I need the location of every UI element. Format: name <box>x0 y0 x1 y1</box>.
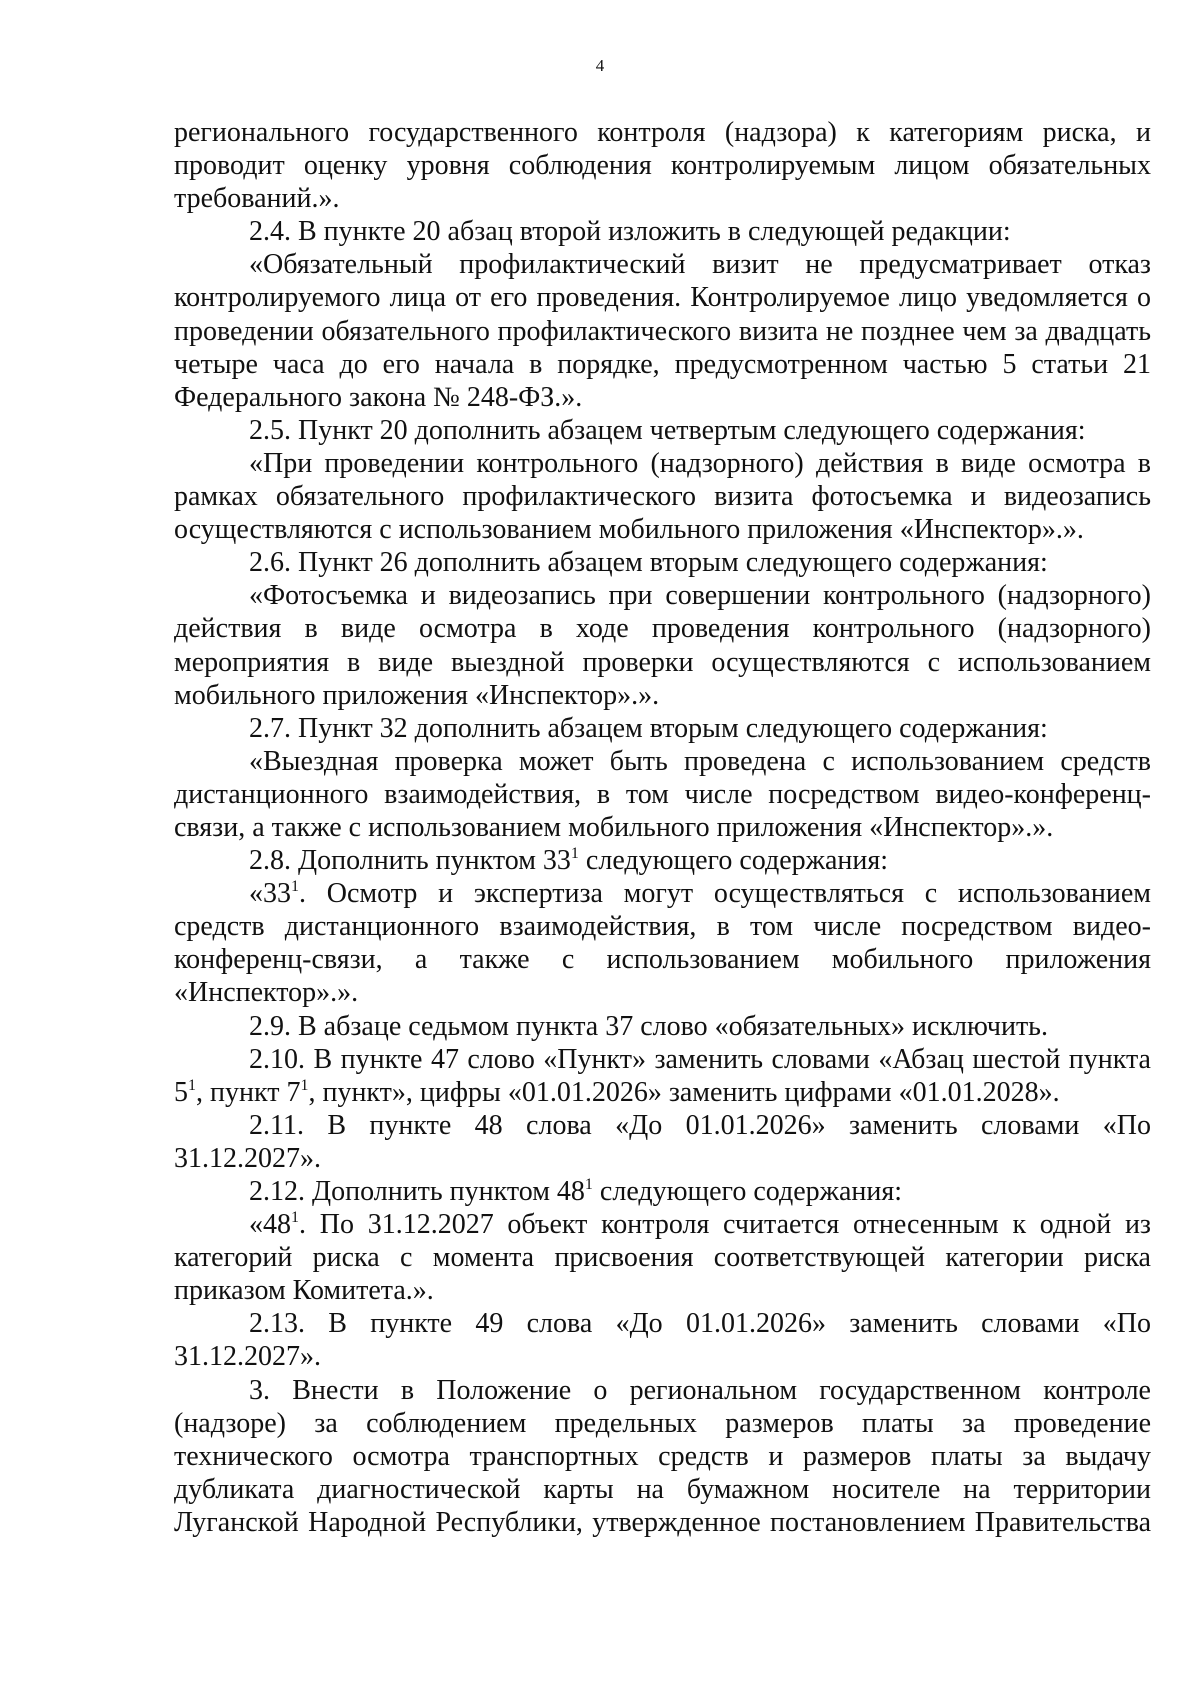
paragraph-2-5-quote: «При проведении контрольного (надзорного) действия в виде осмотра в рамках обязательного профилактического визита фотосъемка и видеозапись осуществляются с использованием мобильного приложения «Инспектор».». <box>174 447 1151 546</box>
paragraph-2-6: 2.6. Пункт 26 дополнить абзацем вторым следующего содержания: <box>249 547 1048 579</box>
page-number: 4 <box>595 56 605 75</box>
paragraph-2-4-quote: «Обязательный профилактический визит не предусматривает отказ контролируемого лица от его проведения. Контролируемое лицо уведомляется о проведении обязательного профилактического визита не позднее чем за двадцать четыре часа до его начала в порядке, предусмотренном частью 5 статьи 21 Федерального закона № 248-ФЗ.». <box>174 249 1151 413</box>
paragraph-text: «48 <box>249 1209 291 1241</box>
paragraph-2-7: 2.7. Пункт 32 дополнить абзацем вторым следующего содержания: <box>249 712 1048 744</box>
paragraph-2-10 <box>174 1043 1151 1109</box>
paragraph-3: 3. Внести в Положение о региональном государственном контроле (надзоре) за соблюдением предельных размеров платы за проведение технического осмотра транспортных средств и размеров платы за выдачу дубликата диагностической карты на бумажном носителе на территории Луганской Народной Республики, утвержденное постановлением Правительства <box>174 1374 1151 1538</box>
paragraph-text: 2.10. В пункте 47 слово «Пункт» заменить словами «Абзац шестой пункта 5 <box>174 1043 1151 1108</box>
superscript: 1 <box>188 1076 196 1094</box>
paragraph-2-4: 2.4. В пункте 20 абзац второй изложить в следующей редакции: <box>249 216 1011 248</box>
paragraph-2-12 <box>174 1175 1151 1208</box>
paragraph-2-9: 2.9. В абзаце седьмом пункта 37 слово «обязательных» исключить. <box>249 1010 1048 1042</box>
paragraph-2-6-quote: «Фотосъемка и видеозапись при совершении контрольного (надзорного) действия в виде осмотра в ходе проведения контрольного (надзорного) мероприятия в виде выездной проверки осуществляются с использованием мобильного приложения «Инспектор».». <box>174 580 1151 711</box>
paragraph-text: , пункт», цифры «01.01.2026» заменить цифрами «01.01.2028». <box>308 1076 1060 1108</box>
paragraph-text: «33 <box>249 878 291 910</box>
paragraph-2-8-quote <box>174 877 1151 1009</box>
paragraph-text: . Осмотр и экспертиза могут осуществляться с использованием средств дистанционного взаимодействия, в том числе посредством видео-конференц-связи, а также с использованием мобильного приложения «Инспектор».». <box>174 878 1151 1009</box>
paragraph-text: . По 31.12.2027 объект контроля считается отнесенным к одной из категорий риска с момента присвоения соответствующей категории риска приказом Комитета.». <box>174 1209 1151 1307</box>
superscript: 1 <box>300 1076 309 1094</box>
paragraph-continuation: регионального государственного контроля (надзора) к категориям риска, и проводит оценку уровня соблюдения контролируемым лицом обязательных требований.». <box>174 117 1151 215</box>
superscript: 1 <box>570 845 579 863</box>
paragraph-text: 2.8. Дополнить пунктом 33 <box>249 845 571 877</box>
paragraph-2-5: 2.5. Пункт 20 дополнить абзацем четвертым следующего содержания: <box>249 414 1086 446</box>
paragraph-2-12-quote <box>174 1208 1151 1307</box>
paragraph-text: следующего содержания: <box>578 845 889 877</box>
paragraph-text: , пункт 7 <box>196 1076 301 1108</box>
paragraph-2-7-quote: «Выездная проверка может быть проведена с использованием средств дистанционного взаимодействия, в том числе посредством видео-конференц-связи, а также с использованием мобильного приложения «Инспектор».». <box>174 745 1151 843</box>
paragraph-2-8 <box>174 844 1151 877</box>
paragraph-text: 2.12. Дополнить пунктом 48 <box>249 1176 585 1207</box>
paragraph-text: следующего содержания: <box>592 1176 903 1207</box>
superscript: 1 <box>291 878 299 896</box>
paragraph-2-11: 2.11. В пункте 48 слова «До 01.01.2026» заменить словами «По 31.12.2027». <box>174 1109 1151 1174</box>
document-body <box>174 116 1151 1539</box>
superscript: 1 <box>291 1209 299 1227</box>
superscript: 1 <box>584 1176 593 1193</box>
paragraph-2-13: 2.13. В пункте 49 слова «До 01.01.2026» заменить словами «По 31.12.2027». <box>174 1308 1151 1373</box>
